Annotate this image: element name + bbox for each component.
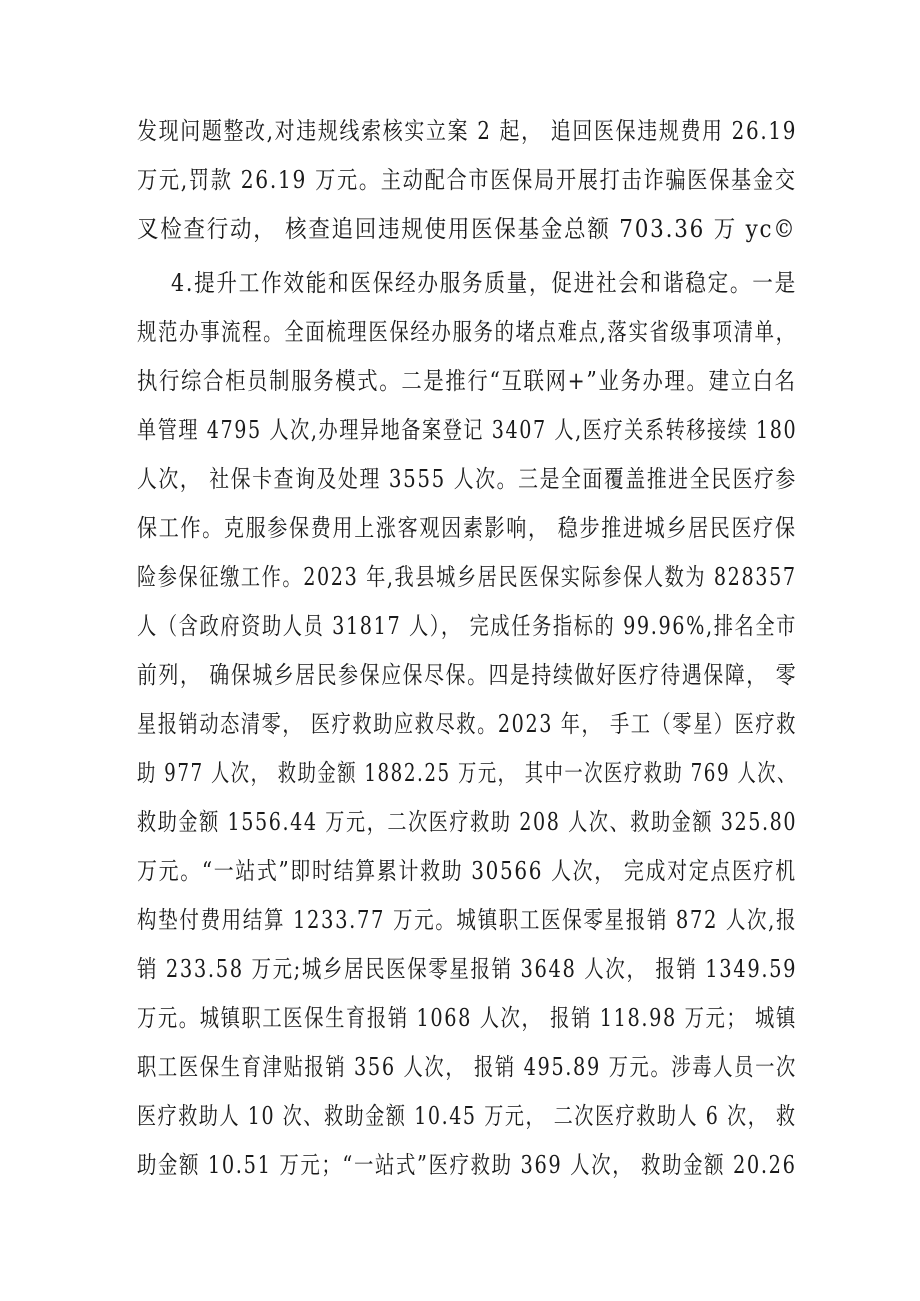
text-line: 救助金额 1556.44 万元，二次医疗救助 208 人次、救助金额 325.80 [137, 808, 798, 836]
text-line: 万元,罚款 26.19 万元。主动配合市医保局开展打击诈骗医保基金交 [137, 166, 797, 194]
text-line: 助金额 10.51 万元；“一站式”医疗救助 369 人次， 救助金额 20.26 [137, 1151, 797, 1179]
text-line: 人（含政府资助人员 31817 人）， 完成任务指标的 99.96%,排名全市 [137, 612, 798, 640]
text-line: 销 233.58 万元;城乡居民医保零星报销 3648 人次， 报销 1349.59 [137, 955, 798, 983]
text-line: 险参保征缴工作。2023 年,我县城乡居民医保实际参保人数为 828357 [137, 563, 797, 591]
text-line: 规范办事流程。全面梳理医保经办服务的堵点难点,落实省级事项清单， [137, 318, 797, 346]
text-line: 执行综合柜员制服务模式。二是推行“互联网+”业务办理。建立白名 [137, 367, 797, 395]
text-line: 构垫付费用结算 1233.77 万元。城镇职工医保零星报销 872 人次,报 [137, 906, 798, 934]
text-line: 人次， 社保卡查询及处理 3555 人次。三是全面覆盖推进全民医疗参 [137, 465, 797, 493]
text-line: 职工医保生育津贴报销 356 人次， 报销 495.89 万元。涉毒人员一次 [137, 1053, 797, 1081]
text-line: 前列， 确保城乡居民参保应保尽保。四是持续做好医疗待遇保障， 零 [137, 661, 798, 689]
text-line: 医疗救助人 10 次、救助金额 10.45 万元， 二次医疗救助人 6 次， 救 [137, 1102, 797, 1130]
text-line: 万元。城镇职工医保生育报销 1068 人次， 报销 118.98 万元； 城镇 [137, 1004, 797, 1032]
text-line: 叉检查行动， 核查追回违规使用医保基金总额 703.36 万 yc© [137, 215, 797, 243]
text-line: 发现问题整改,对违规线索核实立案 2 起， 追回医保违规费用 26.19 [137, 117, 798, 145]
text-line: 星报销动态清零， 医疗救助应救尽救。2023 年， 手工（零星）医疗救 [137, 710, 797, 738]
text-line: 单管理 4795 人次,办理异地备案登记 3407 人,医疗关系转移接续 180 [137, 416, 798, 444]
text-line: 助 977 人次， 救助金额 1882.25 万元， 其中一次医疗救助 769 人次、 [137, 759, 797, 787]
text-line: 保工作。克服参保费用上涨客观因素影响， 稳步推进城乡居民医疗保 [137, 514, 797, 542]
text-line: 4.提升工作效能和医保经办服务质量，促进社会和谐稳定。一是 [171, 269, 797, 297]
text-line: 万元。“一站式”即时结算累计救助 30566 人次， 完成对定点医疗机 [137, 857, 797, 885]
